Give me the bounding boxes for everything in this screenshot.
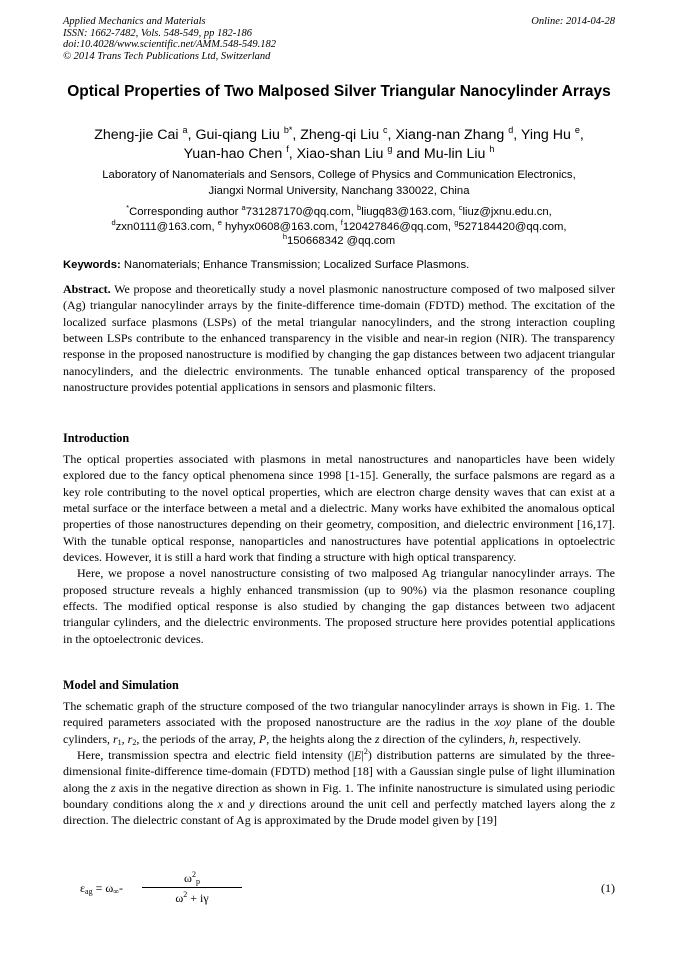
- paragraph: Here, transmission spectra and electric field intensity $(|E|^2)$ distribution patterns are simulated by the three-dimensional finite-difference time-domain (FDTD) method [18] with a Gaussian single pulse of light illumination along the z axis in the negative direction as shown in Fig. 1. The infinite nanostructure is simulated using periodic boundary conditions along the x and y directions around the unit cell and perfectly matched layers along the z direction. The dielectric constant of Ag is approximated by the Drude model given by [19]: [63, 747, 616, 828]
- email-link[interactable]: 120427846@qq.com,: [342, 220, 455, 233]
- journal-header: [63, 16, 615, 62]
- email-link[interactable]: 527184420@qq.com,: [458, 220, 567, 233]
- equation-lhs: $\varepsilon_{ag} = \omega_\infty-$: [80, 881, 123, 896]
- model-body: [63, 698, 615, 829]
- section-heading: Introduction: [63, 431, 130, 445]
- equation-denominator: $\omega^2 + i\gamma$: [175, 890, 209, 905]
- abstract: [63, 281, 615, 395]
- affiliation: [63, 167, 615, 199]
- keywords-label: Keywords:: [63, 259, 121, 271]
- section-heading: Model and Simulation: [63, 678, 179, 692]
- drude-equation: [80, 860, 615, 910]
- author: Yuan-hao Chen $^f$,: [183, 144, 297, 162]
- paragraph: The schematic graph of the structure composed of the two triangular nanocylinder arrays is shown in Fig. 1. The required parameters associated with the proposed nanostructure are the radius in the xoy plane of the double cylinders, $r_1$, $r_2$, the periods of the array, P, the heights along the z direction of the cylinders, h, respectively.: [63, 699, 615, 747]
- email-link[interactable]: zxn0111@163.com,: [115, 220, 218, 233]
- email-link[interactable]: liugq83@163.com,: [361, 206, 459, 218]
- introduction-body: [63, 451, 615, 647]
- email-link[interactable]: 150668342 @qq.com: [286, 235, 396, 247]
- email-link[interactable]: 731287170@qq.com,: [245, 206, 358, 218]
- abstract-label: Abstract.: [63, 282, 111, 296]
- paragraph: Here, we propose a novel nanostructure consisting of two malposed Ag triangular nanocylinder arrays. The proposed structure reveals a highly enhanced transmission (up to 90%) via the plasmon resonance coupling effects. The modified optical response is also studied by changing the gap distances between two adjacent triangular cylinders, and the dielectric environments. The proposed structure here provides potential applications in the optoelectronic devices.: [63, 566, 615, 646]
- journal-name: Applied Mechanics and Materials: [63, 16, 206, 27]
- equation-number: (1): [601, 881, 615, 895]
- author: Zheng-jie Cai $^a$,: [94, 125, 196, 143]
- author: Xiao-shan Liu $^g$ and: [296, 144, 424, 162]
- email-link[interactable]: hyhyx0608@163.com,: [221, 220, 341, 233]
- doi-line: doi:10.4028/www.scientific.net/AMM.548-549.182: [63, 39, 276, 51]
- author: Mu-lin Liu $^h$: [423, 144, 495, 162]
- copyright-line: © 2014 Trans Tech Publications Ltd, Switzerland: [63, 50, 271, 62]
- keywords-text: Nanomaterials; Enhance Transmission; Localized Surface Plasmons.: [120, 259, 470, 271]
- keywords: [63, 258, 615, 272]
- fraction-bar: [142, 887, 242, 888]
- affiliation-line: Jiangxi Normal University, Nanchang 330022, China: [208, 185, 470, 197]
- abstract-text: We propose and theoretically study a novel plasmonic nanostructure composed of two malposed silver (Ag) triangular nanocylinder arrays by the finite-difference time-domain (FDTD) method. The excitation of the localized surface plasmons (LSPs) of the metal triangular nanocylinders, and the strong interaction coupling between LSPs contribute to the enhanced transparency in the visible and near-in region (NIR). The transparency response in the proposed nanostructure is modified by changing the gap distances between two adjacent triangular nanocylinders, and the dielectric environments. The tunable enhanced optical transparency of the proposed nanostructure provides potential applications in sensors and plasmonic filters.: [63, 282, 615, 395]
- author-list: [50, 126, 628, 164]
- issn-line: ISSN: 1662-7482, Vols. 548-549, pp 182-186: [63, 27, 252, 39]
- online-date: Online: 2014-04-28: [531, 16, 615, 27]
- author: Gui-qiang Liu $^{b*}$,: [195, 125, 301, 143]
- affiliation-line: Laboratory of Nanomaterials and Sensors, College of Physics and Communication Electronics,: [102, 169, 576, 181]
- equation-numerator: $\omega^2_p$: [184, 870, 200, 886]
- author: Ying Hu $^e$,: [520, 125, 584, 143]
- author: Xiang-nan Zhang $^d$,: [395, 125, 521, 143]
- author-emails: *Corresponding author $^a$731287170@qq.com, $^b$liugq83@163.com, $^c$liuz@jxnu.edu.cn, $^d$zxn0111@163.com, $^e$ hyhyx0608@163.com, $^f$120427846@qq.com, $^g$527184420@qq.com, $^h$150668342 @qq.com: [111, 203, 567, 247]
- email-link[interactable]: liuz@jxnu.edu.cn,: [462, 206, 552, 218]
- author: Zheng-qi Liu $^c$,: [300, 125, 396, 143]
- paragraph: The optical properties associated with plasmons in metal nanostructures and nanoparticles have been widely explored due to the fancy optical phenomena since 1998 [1-15]. Generally, the surface palsmons are regard as a key role contributing to the novel optical properties, which are electron charge density waves that can exist at a metal surface or the interface between a metal and a dielectric. Many works have exhibited the anomalous optical properties of those nanostructures depending on their geometry, composition, and dielectric environment [16,17]. With the tunable optical response, nanoparticles and nanostructures have potential applications in optoelectric devices. However, it is still a hard work that finding a structure with high optical transparency.: [63, 452, 615, 565]
- paper-title: Optical Properties of Two Malposed Silver Triangular Nanocylinder Arrays: [67, 83, 611, 100]
